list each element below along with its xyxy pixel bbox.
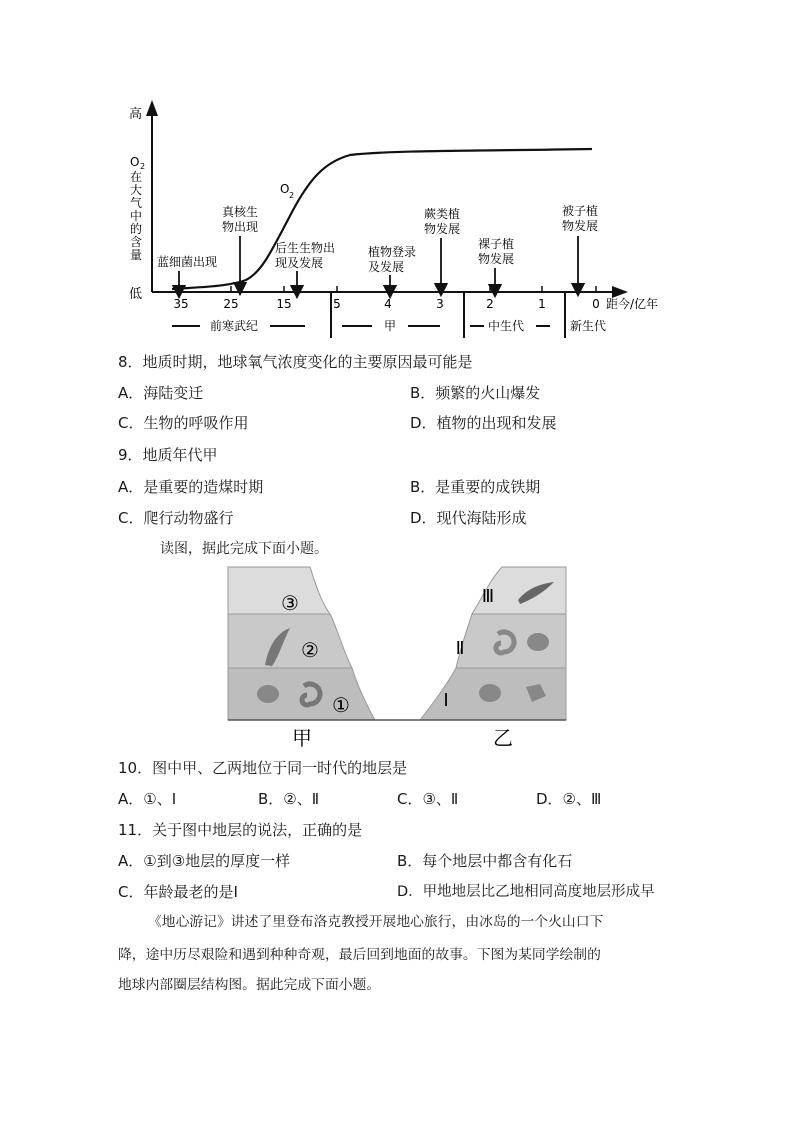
- q11-option-a[interactable]: A．①到③地层的厚度一样: [118, 852, 291, 870]
- location-label-yi: 乙: [493, 726, 513, 750]
- layer-label: ①: [332, 693, 350, 717]
- y-title-sub: 2: [140, 162, 146, 171]
- event-label: 被子植: [562, 204, 599, 218]
- y-axis-arrowhead: [146, 100, 158, 116]
- q10-option-b[interactable]: B．②、Ⅱ: [258, 790, 320, 808]
- event-label: 物发展: [478, 252, 515, 266]
- y-low-label: 低: [129, 287, 143, 302]
- q11-option-c[interactable]: C．年龄最老的是Ⅰ: [118, 883, 238, 901]
- stratum-right-2: [456, 614, 566, 668]
- y-title-char: 的: [130, 222, 143, 236]
- q11-option-d[interactable]: D．甲地地层比乙地相同高度地层形成早: [397, 884, 655, 900]
- q9-option-d[interactable]: D．现代海陆形成: [410, 509, 527, 527]
- x-tick-label: 0: [592, 297, 600, 311]
- layer-label: Ⅲ: [481, 586, 495, 607]
- event-label: 裸子植: [478, 237, 515, 251]
- event-label: 植物登录: [368, 245, 417, 259]
- x-tick-label: 3: [436, 297, 444, 311]
- q9-option-b[interactable]: B．是重要的成铁期: [410, 478, 541, 496]
- era-cenozoic: 新生代: [570, 319, 607, 333]
- x-tick-label: 5: [333, 297, 341, 311]
- passage-line: 降，途中历尽艰险和遇到种种奇观，最后回到地面的故事。下图为某同学绘制的: [118, 947, 601, 963]
- stratum-left-2: [228, 614, 352, 668]
- stratum-left-1: [228, 668, 375, 720]
- q9-option-c[interactable]: C．爬行动物盛行: [118, 509, 234, 527]
- y-title-char: 含: [130, 235, 143, 249]
- x-tick-label: 2: [486, 297, 494, 311]
- q9-option-a[interactable]: A．是重要的造煤时期: [118, 478, 264, 496]
- y-title-char: 中: [130, 209, 143, 223]
- q10-option-c[interactable]: C．③、Ⅱ: [397, 790, 459, 808]
- y-title-o: O: [130, 155, 140, 169]
- event-label: 蕨类植: [424, 207, 461, 221]
- event-label: 真核生: [222, 205, 259, 219]
- passage-line: 地球内部圈层结构图。据此完成下面小题。: [118, 977, 381, 993]
- clam-fossil-icon: [257, 685, 279, 703]
- q8-option-c[interactable]: C．生物的呼吸作用: [118, 414, 249, 432]
- q10-option-a[interactable]: A．①、Ⅰ: [118, 790, 177, 808]
- era-precambrian: 前寒武纪: [210, 319, 259, 333]
- event-label: 物出现: [222, 220, 259, 234]
- x-unit-label: 距今/亿年: [606, 297, 659, 311]
- x-tick-label: 1: [538, 297, 546, 311]
- layer-label: ③: [281, 591, 299, 615]
- stratum-left-3: [228, 567, 330, 614]
- y-title-char: 在: [130, 170, 143, 184]
- q10-option-d[interactable]: D．②、Ⅲ: [536, 790, 602, 808]
- y-title-char: 大: [130, 183, 143, 197]
- event-label: 物发展: [562, 219, 599, 233]
- event-label: 蓝细菌出现: [157, 255, 218, 269]
- event-label: 及发展: [368, 260, 405, 274]
- x-tick-label: 25: [223, 297, 239, 311]
- x-tick-label: 35: [173, 297, 189, 311]
- y-title-char: 量: [130, 248, 143, 262]
- question-8-stem: 8．地质时期，地球氧气浓度变化的主要原因最可能是: [118, 353, 473, 371]
- q8-option-b[interactable]: B．频繁的火山爆发: [410, 384, 541, 402]
- location-label-jia: 甲: [292, 726, 312, 750]
- curve-label-sub: 2: [289, 191, 295, 200]
- event-label: 现及发展: [275, 256, 324, 270]
- event-label: 后生生物出: [275, 241, 336, 255]
- intro-read-figure: 读图，据此完成下面小题。: [160, 541, 328, 557]
- event-label: 物发展: [424, 222, 461, 236]
- q8-option-d[interactable]: D．植物的出现和发展: [410, 414, 557, 432]
- x-tick-label: 4: [384, 297, 392, 311]
- era-mesozoic: 中生代: [488, 319, 525, 333]
- strata-diagram: [220, 562, 580, 752]
- x-tick-label: 15: [276, 297, 292, 311]
- question-9-stem: 9．地质年代甲: [118, 446, 218, 464]
- oxygen-history-diagram: [0, 0, 794, 345]
- layer-label: Ⅰ: [443, 690, 449, 711]
- curve-label: O: [280, 182, 290, 196]
- layer-label: ②: [301, 638, 319, 662]
- clam-fossil-icon: [527, 633, 549, 651]
- layer-label: Ⅱ: [455, 638, 465, 659]
- clam-fossil-icon: [479, 684, 501, 702]
- q11-option-b[interactable]: B．每个地层中都含有化石: [397, 852, 573, 870]
- question-11-stem: 11．关于图中地层的说法，正确的是: [118, 821, 363, 839]
- y-high-label: 高: [129, 107, 143, 122]
- era-jia: 甲: [384, 319, 397, 333]
- y-title-char: 气: [130, 196, 143, 210]
- passage-line: 《地心游记》讲述了里登布洛克教授开展地心旅行，由冰岛的一个火山口下: [148, 914, 604, 930]
- question-10-stem: 10．图中甲、乙两地位于同一时代的地层是: [118, 759, 408, 777]
- q8-option-a[interactable]: A．海陆变迁: [118, 384, 204, 402]
